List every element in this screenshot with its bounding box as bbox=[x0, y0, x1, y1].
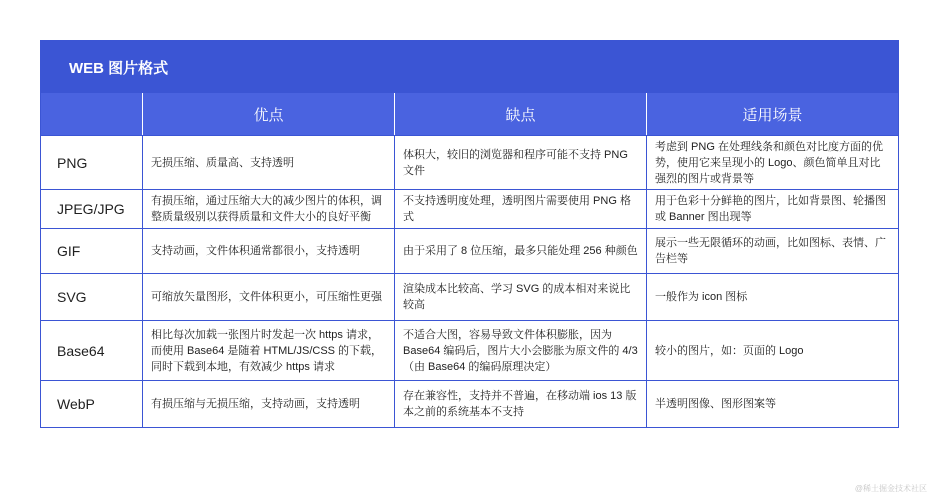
format-name: PNG bbox=[57, 154, 88, 171]
use-cell: 一般作为 icon 图标 bbox=[646, 274, 898, 320]
pros-cell: 支持动画，文件体积通常都很小，支持透明 bbox=[142, 229, 394, 273]
pros-cell: 相比每次加载一张图片时发起一次 https 请求，而使用 Base64 是随着 HTML/JS/CSS 的下载，同时下载到本地，有效减少 https 请求 bbox=[142, 321, 394, 380]
cons-cell: 体积大，较旧的浏览器和程序可能不支持 PNG 文件 bbox=[394, 136, 646, 189]
pros-cell: 有损压缩，通过压缩大大的减少图片的体积，调整质量级别以获得质量和文件大小的良好平衡 bbox=[142, 190, 394, 228]
table-row bbox=[41, 320, 898, 380]
use-cell: 较小的图片，如：页面的 Logo bbox=[646, 321, 898, 380]
cons-cell: 不适合大图，容易导致文件体积膨胀，因为 Base64 编码后，图片大小会膨胀为原文件的 4/3（由 Base64 的编码原理决定） bbox=[394, 321, 646, 380]
table-row bbox=[41, 189, 898, 228]
cons-cell: 存在兼容性，支持并不普遍，在移动端 ios 13 版本之前的系统基本不支持 bbox=[394, 381, 646, 427]
image-format-table bbox=[40, 40, 899, 428]
cons-cell: 渲染成本比较高、学习 SVG 的成本相对来说比较高 bbox=[394, 274, 646, 320]
watermark: @稀土掘金技术社区 bbox=[854, 484, 927, 493]
pros-cell: 可缩放矢量图形，文件体积更小，可压缩性更强 bbox=[142, 274, 394, 320]
table-row bbox=[41, 228, 898, 273]
use-cell: 半透明图像、图形图案等 bbox=[646, 381, 898, 427]
pros-cell: 有损压缩与无损压缩，支持动画，支持透明 bbox=[142, 381, 394, 427]
header-pros: 优点 bbox=[142, 93, 394, 135]
table-title: WEB 图片格式 bbox=[41, 41, 898, 93]
use-cell: 用于色彩十分鲜艳的图片，比如背景图、轮播图或 Banner 图出现等 bbox=[646, 190, 898, 228]
cons-cell: 不支持透明度处理，透明图片需要使用 PNG 格式 bbox=[394, 190, 646, 228]
use-cell: 考虑到 PNG 在处理线条和颜色对比度方面的优势，使用它来呈现小的 Logo、颜色简单且对比强烈的图片或背景等 bbox=[646, 136, 898, 189]
table-row bbox=[41, 273, 898, 320]
header-use-cases: 适用场景 bbox=[646, 93, 898, 135]
header-cons: 缺点 bbox=[394, 93, 646, 135]
use-cell: 展示一些无限循环的动画，比如图标、表情、广告栏等 bbox=[646, 229, 898, 273]
format-name: GIF bbox=[57, 243, 81, 259]
header-row bbox=[41, 93, 898, 135]
format-name: SVG bbox=[57, 289, 87, 305]
table-row bbox=[41, 380, 898, 427]
table-row bbox=[41, 135, 898, 189]
pros-cell: 无损压缩、质量高、支持透明 bbox=[142, 136, 394, 189]
format-name: WebP bbox=[57, 396, 95, 412]
cons-cell: 由于采用了 8 位压缩，最多只能处理 256 种颜色 bbox=[394, 229, 646, 273]
header-empty bbox=[41, 93, 142, 135]
format-name: Base64 bbox=[57, 342, 105, 359]
format-name: JPEG/JPG bbox=[57, 201, 125, 217]
